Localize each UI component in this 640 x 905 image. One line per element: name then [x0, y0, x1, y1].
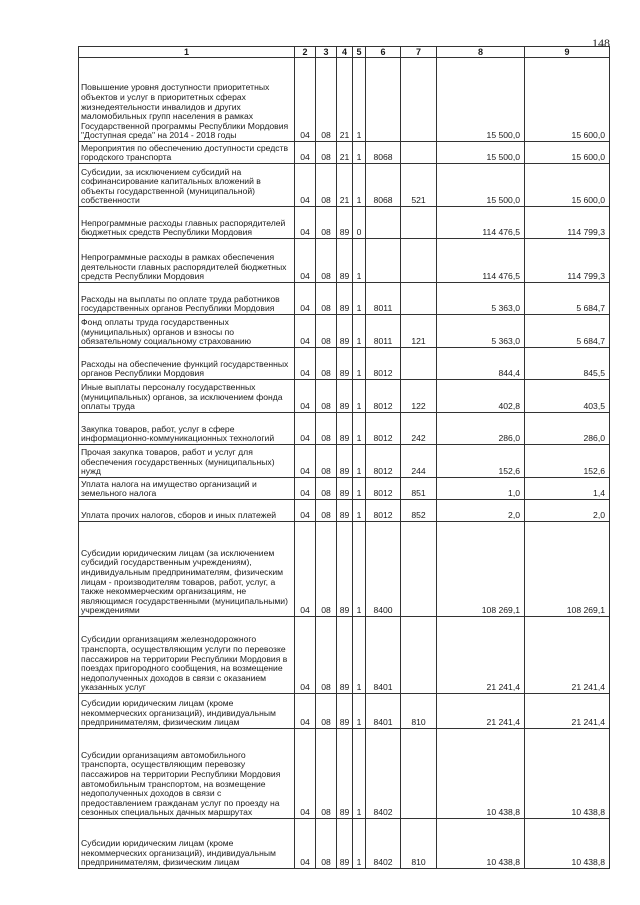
- row-name-cell: Мероприятия по обеспечению доступности средств городского транспорта: [79, 142, 295, 164]
- expense-type-cell: [401, 283, 437, 315]
- subprogram-code-cell: 1: [353, 164, 366, 207]
- program-code-cell: 21: [337, 142, 353, 164]
- table-row: [79, 348, 610, 380]
- subprogram-code-cell: 1: [353, 694, 366, 729]
- row-name-cell: Субсидии юридическим лицам (кроме некоммерческих организаций), индивидуальным предпринимателям, физическим лицам: [79, 694, 295, 729]
- program-code-cell: 89: [337, 348, 353, 380]
- header-cell: 2: [295, 47, 316, 58]
- table-row: [79, 445, 610, 478]
- amount-year2-cell: 152,6: [525, 445, 610, 478]
- header-cell: 9: [525, 47, 610, 58]
- table-row: [79, 413, 610, 445]
- expense-type-cell: [401, 729, 437, 819]
- row-name-cell: Непрограммные расходы в рамках обеспечения деятельности главных распорядителей бюджетных средств Республики Мордовия: [79, 239, 295, 283]
- code-section-cell: 04: [295, 142, 316, 164]
- target-code-cell: 8401: [366, 694, 401, 729]
- target-code-cell: [366, 239, 401, 283]
- amount-year2-cell: 10 438,8: [525, 729, 610, 819]
- code-subsection-cell: 08: [316, 694, 337, 729]
- target-code-cell: 8402: [366, 729, 401, 819]
- target-code-cell: 8068: [366, 164, 401, 207]
- amount-year1-cell: 152,6: [437, 445, 525, 478]
- code-subsection-cell: 08: [316, 819, 337, 869]
- code-section-cell: 04: [295, 445, 316, 478]
- program-code-cell: 89: [337, 380, 353, 413]
- row-name-cell: Фонд оплаты труда государственных (муниципальных) органов и взносы по обязательному социальному страхованию: [79, 315, 295, 348]
- subprogram-code-cell: 1: [353, 380, 366, 413]
- amount-year1-cell: 21 241,4: [437, 694, 525, 729]
- target-code-cell: 8012: [366, 445, 401, 478]
- code-section-cell: 04: [295, 58, 316, 142]
- subprogram-code-cell: 1: [353, 239, 366, 283]
- program-code-cell: 89: [337, 694, 353, 729]
- code-section-cell: 04: [295, 522, 316, 617]
- code-section-cell: 04: [295, 207, 316, 239]
- subprogram-code-cell: 1: [353, 315, 366, 348]
- expense-type-cell: 242: [401, 413, 437, 445]
- header-cell: 7: [401, 47, 437, 58]
- amount-year2-cell: 1,4: [525, 478, 610, 500]
- code-subsection-cell: 08: [316, 478, 337, 500]
- program-code-cell: 89: [337, 819, 353, 869]
- table-row: [79, 500, 610, 522]
- program-code-cell: 21: [337, 164, 353, 207]
- amount-year2-cell: 108 269,1: [525, 522, 610, 617]
- table-row: [79, 164, 610, 207]
- program-code-cell: 89: [337, 315, 353, 348]
- code-section-cell: 04: [295, 380, 316, 413]
- target-code-cell: 8011: [366, 283, 401, 315]
- program-code-cell: 89: [337, 445, 353, 478]
- amount-year2-cell: 114 799,3: [525, 207, 610, 239]
- code-subsection-cell: 08: [316, 348, 337, 380]
- code-subsection-cell: 08: [316, 617, 337, 694]
- table-row: [79, 617, 610, 694]
- header-cell: 5: [353, 47, 366, 58]
- row-name-cell: Расходы на выплаты по оплате труда работников государственных органов Республики Мордовия: [79, 283, 295, 315]
- code-subsection-cell: 08: [316, 413, 337, 445]
- row-name-cell: Непрограммные расходы главных распорядителей бюджетных средств Республики Мордовия: [79, 207, 295, 239]
- amount-year1-cell: 10 438,8: [437, 819, 525, 869]
- target-code-cell: 8012: [366, 500, 401, 522]
- table-row: [79, 380, 610, 413]
- target-code-cell: 8401: [366, 617, 401, 694]
- target-code-cell: 8402: [366, 819, 401, 869]
- amount-year1-cell: 844,4: [437, 348, 525, 380]
- subprogram-code-cell: 1: [353, 819, 366, 869]
- code-subsection-cell: 08: [316, 445, 337, 478]
- program-code-cell: 21: [337, 58, 353, 142]
- program-code-cell: 89: [337, 729, 353, 819]
- program-code-cell: 89: [337, 500, 353, 522]
- expense-type-cell: [401, 207, 437, 239]
- target-code-cell: 8012: [366, 380, 401, 413]
- subprogram-code-cell: 1: [353, 445, 366, 478]
- expense-type-cell: [401, 348, 437, 380]
- code-section-cell: 04: [295, 694, 316, 729]
- subprogram-code-cell: 1: [353, 522, 366, 617]
- code-section-cell: 04: [295, 348, 316, 380]
- row-name-cell: Субсидии организациям железнодорожного транспорта, осуществляющим услуги по перевозке пассажиров на территории Республики Мордовия в поездах пригородного сообщения, на возмещение недополученных доходов в связи с оказанием указанных услуг: [79, 617, 295, 694]
- amount-year1-cell: 15 500,0: [437, 58, 525, 142]
- row-name-cell: Повышение уровня доступности приоритетных объектов и услуг в приоритетных сферах жизнедеятельности инвалидов и других маломобильных групп населения в рамках Государственной программы Республики Мордовия "Доступная среда" на 2014 - 2018 годы: [79, 58, 295, 142]
- subprogram-code-cell: 1: [353, 729, 366, 819]
- amount-year2-cell: 21 241,4: [525, 694, 610, 729]
- code-subsection-cell: 08: [316, 239, 337, 283]
- row-name-cell: Субсидии организациям автомобильного транспорта, осуществляющим перевозку пассажиров на территории Республики Мордовия автомобильным транспортом, на возмещение недополученных доходов в связи с предоставлением гражданам услуг по проезду на сезонных специальных дачных маршрутах: [79, 729, 295, 819]
- code-section-cell: 04: [295, 729, 316, 819]
- header-cell: 4: [337, 47, 353, 58]
- expense-type-cell: [401, 522, 437, 617]
- table-row: [79, 478, 610, 500]
- program-code-cell: 89: [337, 239, 353, 283]
- subprogram-code-cell: 1: [353, 413, 366, 445]
- expense-type-cell: 121: [401, 315, 437, 348]
- table-row: [79, 142, 610, 164]
- amount-year1-cell: 2,0: [437, 500, 525, 522]
- page-number: 148: [592, 36, 610, 50]
- expense-type-cell: [401, 239, 437, 283]
- table-row: [79, 58, 610, 142]
- target-code-cell: [366, 207, 401, 239]
- table-row: [79, 207, 610, 239]
- table-row: [79, 694, 610, 729]
- expense-type-cell: 244: [401, 445, 437, 478]
- amount-year1-cell: 15 500,0: [437, 164, 525, 207]
- subprogram-code-cell: 1: [353, 617, 366, 694]
- header-cell: 3: [316, 47, 337, 58]
- amount-year1-cell: 286,0: [437, 413, 525, 445]
- code-subsection-cell: 08: [316, 58, 337, 142]
- amount-year2-cell: 286,0: [525, 413, 610, 445]
- row-name-cell: Субсидии, за исключением субсидий на софинансирование капитальных вложений в объекты государственной (муниципальной) собственности: [79, 164, 295, 207]
- expense-type-cell: [401, 142, 437, 164]
- program-code-cell: 89: [337, 478, 353, 500]
- program-code-cell: 89: [337, 207, 353, 239]
- row-name-cell: Закупка товаров, работ, услуг в сфере информационно-коммуникационных технологий: [79, 413, 295, 445]
- target-code-cell: 8012: [366, 413, 401, 445]
- row-name-cell: Прочая закупка товаров, работ и услуг для обеспечения государственных (муниципальных) нужд: [79, 445, 295, 478]
- program-code-cell: 89: [337, 283, 353, 315]
- subprogram-code-cell: 1: [353, 58, 366, 142]
- code-subsection-cell: 08: [316, 729, 337, 819]
- amount-year2-cell: 15 600,0: [525, 164, 610, 207]
- target-code-cell: 8068: [366, 142, 401, 164]
- table-row: [79, 283, 610, 315]
- amount-year2-cell: 845,5: [525, 348, 610, 380]
- table-row: [79, 522, 610, 617]
- subprogram-code-cell: 1: [353, 500, 366, 522]
- subprogram-code-cell: 1: [353, 283, 366, 315]
- code-section-cell: 04: [295, 164, 316, 207]
- code-subsection-cell: 08: [316, 164, 337, 207]
- row-name-cell: Уплата прочих налогов, сборов и иных платежей: [79, 500, 295, 522]
- code-section-cell: 04: [295, 413, 316, 445]
- table-row: [79, 315, 610, 348]
- target-code-cell: 8011: [366, 315, 401, 348]
- table-row: [79, 729, 610, 819]
- amount-year1-cell: 15 500,0: [437, 142, 525, 164]
- expense-type-cell: [401, 58, 437, 142]
- subprogram-code-cell: 0: [353, 207, 366, 239]
- table-row: [79, 819, 610, 869]
- expense-type-cell: 122: [401, 380, 437, 413]
- amount-year2-cell: 5 684,7: [525, 315, 610, 348]
- row-name-cell: Субсидии юридическим лицам (за исключением субсидий государственным учреждениям), индивидуальным предпринимателям, физическим лицам - производителям товаров, работ, услуг, а также некоммерческим организациям, не являющимся государственными (муниципальными) учреждениями: [79, 522, 295, 617]
- amount-year2-cell: 2,0: [525, 500, 610, 522]
- amount-year1-cell: 114 476,5: [437, 239, 525, 283]
- code-subsection-cell: 08: [316, 315, 337, 348]
- amount-year1-cell: 108 269,1: [437, 522, 525, 617]
- amount-year2-cell: 403,5: [525, 380, 610, 413]
- code-section-cell: 04: [295, 239, 316, 283]
- expense-type-cell: 852: [401, 500, 437, 522]
- amount-year1-cell: 1,0: [437, 478, 525, 500]
- program-code-cell: 89: [337, 522, 353, 617]
- code-subsection-cell: 08: [316, 283, 337, 315]
- amount-year1-cell: 10 438,8: [437, 729, 525, 819]
- table-header: [79, 47, 610, 58]
- expense-type-cell: 810: [401, 819, 437, 869]
- amount-year1-cell: 5 363,0: [437, 283, 525, 315]
- table-row: [79, 239, 610, 283]
- code-subsection-cell: 08: [316, 380, 337, 413]
- header-cell: 1: [79, 47, 295, 58]
- amount-year2-cell: 114 799,3: [525, 239, 610, 283]
- code-section-cell: 04: [295, 819, 316, 869]
- row-name-cell: Субсидии юридическим лицам (кроме некоммерческих организаций), индивидуальным предпринимателям, физическим лицам: [79, 819, 295, 869]
- code-section-cell: 04: [295, 315, 316, 348]
- code-subsection-cell: 08: [316, 522, 337, 617]
- amount-year2-cell: 15 600,0: [525, 142, 610, 164]
- amount-year2-cell: 21 241,4: [525, 617, 610, 694]
- code-subsection-cell: 08: [316, 142, 337, 164]
- subprogram-code-cell: 1: [353, 478, 366, 500]
- row-name-cell: Иные выплаты персоналу государственных (муниципальных) органов, за исключением фонда оплаты труда: [79, 380, 295, 413]
- code-subsection-cell: 08: [316, 207, 337, 239]
- expense-type-cell: 851: [401, 478, 437, 500]
- target-code-cell: [366, 58, 401, 142]
- expense-type-cell: 521: [401, 164, 437, 207]
- subprogram-code-cell: 1: [353, 348, 366, 380]
- target-code-cell: 8012: [366, 348, 401, 380]
- code-section-cell: 04: [295, 500, 316, 522]
- expense-type-cell: 810: [401, 694, 437, 729]
- code-section-cell: 04: [295, 478, 316, 500]
- code-section-cell: 04: [295, 283, 316, 315]
- amount-year2-cell: 5 684,7: [525, 283, 610, 315]
- expense-type-cell: [401, 617, 437, 694]
- row-name-cell: Расходы на обеспечение функций государственных органов Республики Мордовия: [79, 348, 295, 380]
- amount-year1-cell: 114 476,5: [437, 207, 525, 239]
- amount-year1-cell: 21 241,4: [437, 617, 525, 694]
- budget-table: [78, 46, 610, 869]
- amount-year2-cell: 10 438,8: [525, 819, 610, 869]
- amount-year1-cell: 5 363,0: [437, 315, 525, 348]
- row-name-cell: Уплата налога на имущество организаций и земельного налога: [79, 478, 295, 500]
- target-code-cell: 8400: [366, 522, 401, 617]
- header-cell: 8: [437, 47, 525, 58]
- program-code-cell: 89: [337, 413, 353, 445]
- subprogram-code-cell: 1: [353, 142, 366, 164]
- amount-year2-cell: 15 600,0: [525, 58, 610, 142]
- code-section-cell: 04: [295, 617, 316, 694]
- program-code-cell: 89: [337, 617, 353, 694]
- amount-year1-cell: 402,8: [437, 380, 525, 413]
- code-subsection-cell: 08: [316, 500, 337, 522]
- target-code-cell: 8012: [366, 478, 401, 500]
- header-cell: 6: [366, 47, 401, 58]
